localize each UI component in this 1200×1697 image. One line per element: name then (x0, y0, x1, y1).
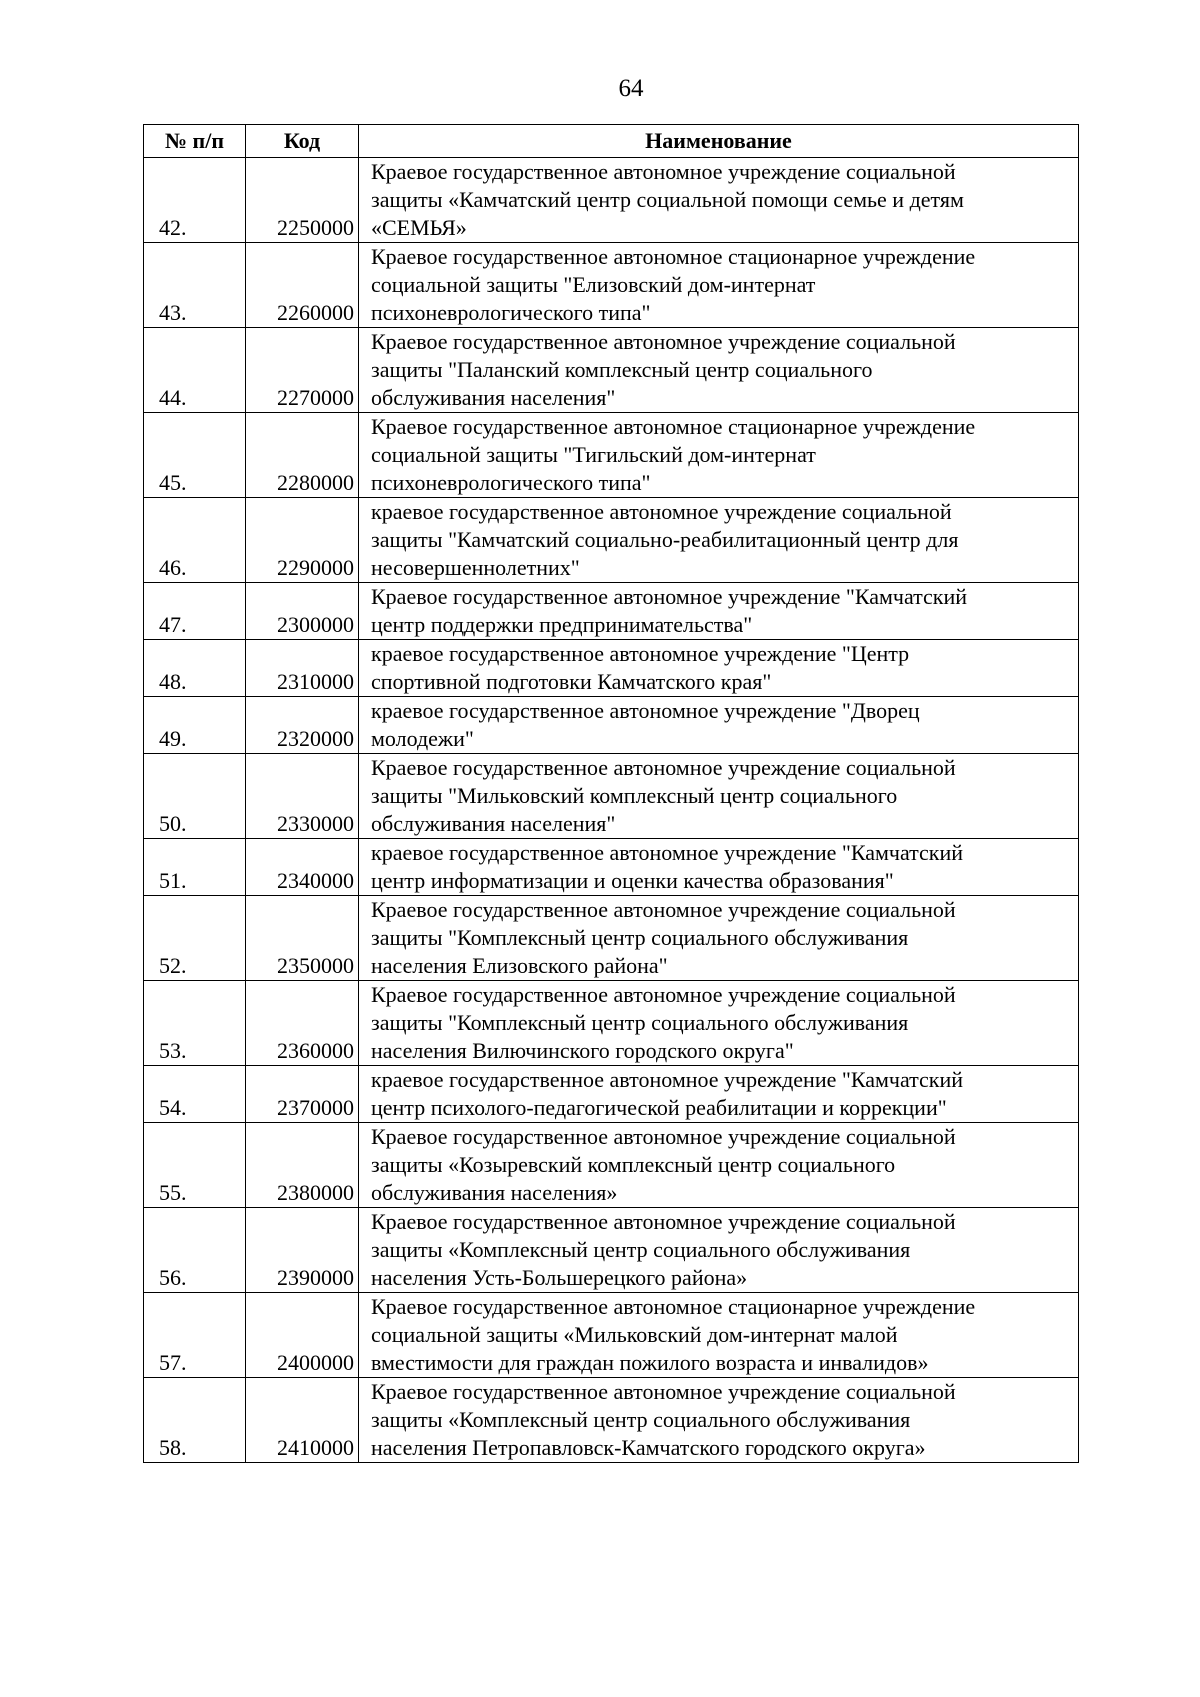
row-code: 2260000 (246, 243, 359, 328)
row-number: 46. (144, 498, 246, 583)
row-name (359, 697, 1079, 754)
row-name-line: Краевое государственное автономное учреждение социальной (371, 329, 956, 354)
row-name-line: социальной защиты "Елизовский дом-интернат (371, 272, 816, 297)
row-number: 50. (144, 754, 246, 839)
row-code: 2290000 (246, 498, 359, 583)
row-number: 51. (144, 839, 246, 896)
table-row (144, 1066, 1079, 1123)
row-name-line: Краевое государственное автономное стационарное учреждение (371, 414, 976, 439)
row-name (359, 896, 1079, 981)
row-code: 2250000 (246, 158, 359, 243)
table-row (144, 583, 1079, 640)
row-code: 2350000 (246, 896, 359, 981)
row-number: 45. (144, 413, 246, 498)
row-name-line: вместимости для граждан пожилого возраста и инвалидов» (371, 1350, 929, 1375)
row-name-line: «СЕМЬЯ» (371, 215, 467, 240)
row-number: 43. (144, 243, 246, 328)
row-name-line: краевое государственное автономное учреждение "Камчатский (371, 1067, 964, 1092)
row-name-line: Краевое государственное автономное стационарное учреждение (371, 1294, 976, 1319)
row-name (359, 754, 1079, 839)
row-number: 55. (144, 1123, 246, 1208)
row-name-line: социальной защиты «Мильковский дом-интернат малой (371, 1322, 898, 1347)
row-name-line: несовершеннолетних" (371, 555, 580, 580)
row-number: 48. (144, 640, 246, 697)
row-name-line: защиты "Комплексный центр социального обслуживания (371, 925, 909, 950)
row-name-line: психоневрологического типа" (371, 300, 651, 325)
table-row (144, 697, 1079, 754)
row-number: 56. (144, 1208, 246, 1293)
row-name-line: защиты «Козыревский комплексный центр социального (371, 1152, 896, 1177)
row-name (359, 1208, 1079, 1293)
row-name-line: защиты «Камчатский центр социальной помощи семье и детям (371, 187, 964, 212)
row-number: 57. (144, 1293, 246, 1378)
table-header-row (144, 125, 1079, 158)
row-name (359, 1123, 1079, 1208)
table-row (144, 640, 1079, 697)
row-name (359, 328, 1079, 413)
row-name-line: краевое государственное автономное учреждение "Камчатский (371, 840, 964, 865)
row-name-line: населения Усть-Большерецкого района» (371, 1265, 748, 1290)
row-code: 2320000 (246, 697, 359, 754)
row-name-line: Краевое государственное автономное учреждение социальной (371, 1209, 956, 1234)
row-name (359, 1378, 1079, 1463)
row-name (359, 413, 1079, 498)
table-row (144, 1293, 1079, 1378)
row-code: 2280000 (246, 413, 359, 498)
table-row (144, 1123, 1079, 1208)
header-name: Наименование (359, 125, 1079, 158)
row-code: 2300000 (246, 583, 359, 640)
row-name (359, 981, 1079, 1066)
row-name-line: психоневрологического типа" (371, 470, 651, 495)
row-name-line: населения Елизовского района" (371, 953, 668, 978)
header-num: № п/п (144, 125, 246, 158)
row-name (359, 839, 1079, 896)
row-number: 58. (144, 1378, 246, 1463)
row-name-line: защиты "Мильковский комплексный центр социального (371, 783, 898, 808)
table-row (144, 328, 1079, 413)
table-row (144, 896, 1079, 981)
row-name-line: населения Петропавловск-Камчатского городского округа» (371, 1435, 926, 1460)
row-name (359, 243, 1079, 328)
row-number: 44. (144, 328, 246, 413)
table-row (144, 498, 1079, 583)
table-row (144, 981, 1079, 1066)
row-name-line: обслуживания населения" (371, 385, 616, 410)
row-name-line: защиты "Камчатский социально-реабилитационный центр для (371, 527, 959, 552)
table-row (144, 1208, 1079, 1293)
row-name-line: молодежи" (371, 726, 474, 751)
row-name-line: краевое государственное автономное учреждение "Дворец (371, 698, 920, 723)
row-name-line: защиты «Комплексный центр социального обслуживания (371, 1407, 911, 1432)
row-code: 2330000 (246, 754, 359, 839)
row-name-line: краевое государственное автономное учреждение социальной (371, 499, 952, 524)
row-code: 2310000 (246, 640, 359, 697)
row-name-line: социальной защиты "Тигильский дом-интернат (371, 442, 816, 467)
row-number: 49. (144, 697, 246, 754)
row-code: 2410000 (246, 1378, 359, 1463)
row-name-line: Краевое государственное автономное стационарное учреждение (371, 244, 976, 269)
row-name-line: обслуживания населения" (371, 811, 616, 836)
row-number: 53. (144, 981, 246, 1066)
row-code: 2360000 (246, 981, 359, 1066)
row-name-line: Краевое государственное автономное учреждение "Камчатский (371, 584, 968, 609)
row-code: 2270000 (246, 328, 359, 413)
row-name-line: Краевое государственное автономное учреждение социальной (371, 1124, 956, 1149)
row-number: 42. (144, 158, 246, 243)
table-row (144, 839, 1079, 896)
row-name-line: защиты "Паланский комплексный центр социального (371, 357, 873, 382)
institutions-table (143, 124, 1079, 1463)
page-number: 64 (618, 75, 644, 102)
row-code: 2380000 (246, 1123, 359, 1208)
row-name (359, 1066, 1079, 1123)
row-name (359, 583, 1079, 640)
table-row (144, 754, 1079, 839)
row-name-line: краевое государственное автономное учреждение "Центр (371, 641, 910, 666)
row-code: 2340000 (246, 839, 359, 896)
row-code: 2400000 (246, 1293, 359, 1378)
row-name (359, 158, 1079, 243)
row-number: 54. (144, 1066, 246, 1123)
row-name-line: Краевое государственное автономное учреждение социальной (371, 982, 956, 1007)
table-body (144, 158, 1079, 1463)
table-row (144, 1378, 1079, 1463)
header-code: Код (246, 125, 359, 158)
row-name-line: центр поддержки предпринимательства" (371, 612, 753, 637)
row-name-line: населения Вилючинского городского округа" (371, 1038, 794, 1063)
row-name-line: обслуживания населения» (371, 1180, 618, 1205)
row-name (359, 1293, 1079, 1378)
row-name-line: Краевое государственное автономное учреждение социальной (371, 897, 956, 922)
row-name-line: Краевое государственное автономное учреждение социальной (371, 159, 956, 184)
row-name-line: спортивной подготовки Камчатского края" (371, 669, 772, 694)
row-name (359, 640, 1079, 697)
row-name-line: центр информатизации и оценки качества образования" (371, 868, 894, 893)
row-name-line: защиты "Комплексный центр социального обслуживания (371, 1010, 909, 1035)
row-code: 2370000 (246, 1066, 359, 1123)
row-name-line: центр психолого-педагогической реабилитации и коррекции" (371, 1095, 947, 1120)
row-name (359, 498, 1079, 583)
row-number: 47. (144, 583, 246, 640)
row-name-line: защиты «Комплексный центр социального обслуживания (371, 1237, 911, 1262)
table-row (144, 413, 1079, 498)
table-row (144, 158, 1079, 243)
row-number: 52. (144, 896, 246, 981)
row-name-line: Краевое государственное автономное учреждение социальной (371, 755, 956, 780)
row-code: 2390000 (246, 1208, 359, 1293)
row-name-line: Краевое государственное автономное учреждение социальной (371, 1379, 956, 1404)
table-row (144, 243, 1079, 328)
